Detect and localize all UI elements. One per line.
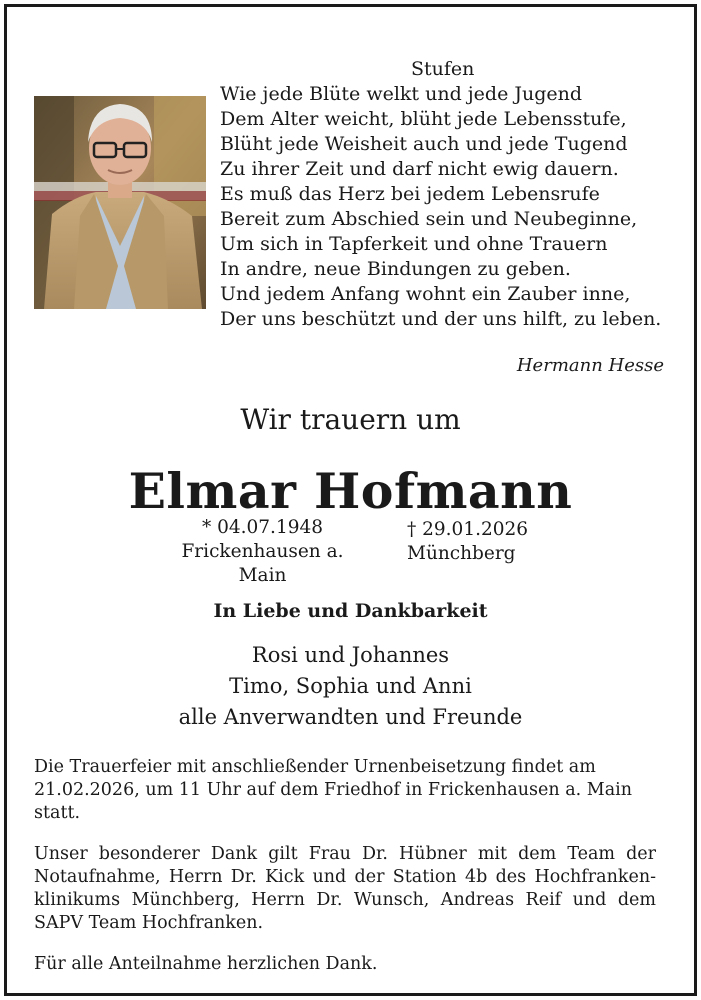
family-line: Timo, Sophia und Anni bbox=[229, 674, 472, 698]
poem-author: Hermann Hesse bbox=[516, 355, 664, 376]
birth-info bbox=[155, 516, 370, 588]
thanks-heading: In Liebe und Dankbarkeit bbox=[213, 600, 488, 622]
funeral-info-paragraph: Die Trauerfeier mit anschließender Urnenbeisetzung findet am 21.02.2026, um 11 Uhr auf dem Friedhof in Frickenhausen a. Main statt. bbox=[34, 757, 632, 823]
poem-line: Es muß das Herz bei jedem Lebensrufe bbox=[220, 183, 600, 205]
poem-line: Und jedem Anfang wohnt ein Zauber inne, bbox=[220, 283, 631, 305]
birth-date: * 04.07.1948 bbox=[201, 517, 324, 538]
death-info bbox=[407, 518, 528, 566]
poem bbox=[220, 57, 670, 332]
mourning-line: Wir trauern um bbox=[240, 403, 461, 436]
family-line: alle Anverwandten und Freunde bbox=[178, 705, 523, 729]
poem-line: Blüht jede Weisheit auch und jede Tugend bbox=[220, 133, 628, 155]
poem-title: Stufen bbox=[411, 58, 475, 80]
poem-line: Dem Alter weicht, blüht jede Lebensstufe, bbox=[220, 108, 627, 130]
family-line: Rosi und Johannes bbox=[251, 643, 450, 667]
death-date: † 29.01.2026 bbox=[407, 519, 529, 540]
poem-line: Der uns beschützt und der uns hilft, zu leben. bbox=[220, 308, 662, 330]
poem-line: Um sich in Tapferkeit und ohne Trauern bbox=[220, 233, 608, 255]
closing-thanks: Für alle Anteilnahme herzlichen Dank. bbox=[34, 954, 378, 974]
poem-line: In andre, neue Bindungen zu geben. bbox=[220, 258, 571, 280]
deceased-name: Elmar Hofmann bbox=[128, 462, 573, 520]
special-thanks-paragraph: Unser besonderer Dank gilt Frau Dr. Hübner mit dem Team der Notaufnahme, Herrn Dr. Kick und der Station 4b des Hochfranken-klinikums Münchberg, Herrn Dr. Wunsch, Andreas Reif und dem SAPV Team Hochfranken. bbox=[34, 844, 656, 933]
portrait-photo bbox=[34, 96, 206, 309]
family-list bbox=[0, 640, 701, 733]
poem-line: Bereit zum Abschied sein und Neubeginne, bbox=[220, 208, 638, 230]
death-place: Münchberg bbox=[407, 543, 516, 564]
birth-place: Frickenhausen a. Main bbox=[181, 541, 344, 586]
poem-line: Zu ihrer Zeit und darf nicht ewig dauern. bbox=[220, 158, 619, 180]
poem-line: Wie jede Blüte welkt und jede Jugend bbox=[220, 83, 583, 105]
